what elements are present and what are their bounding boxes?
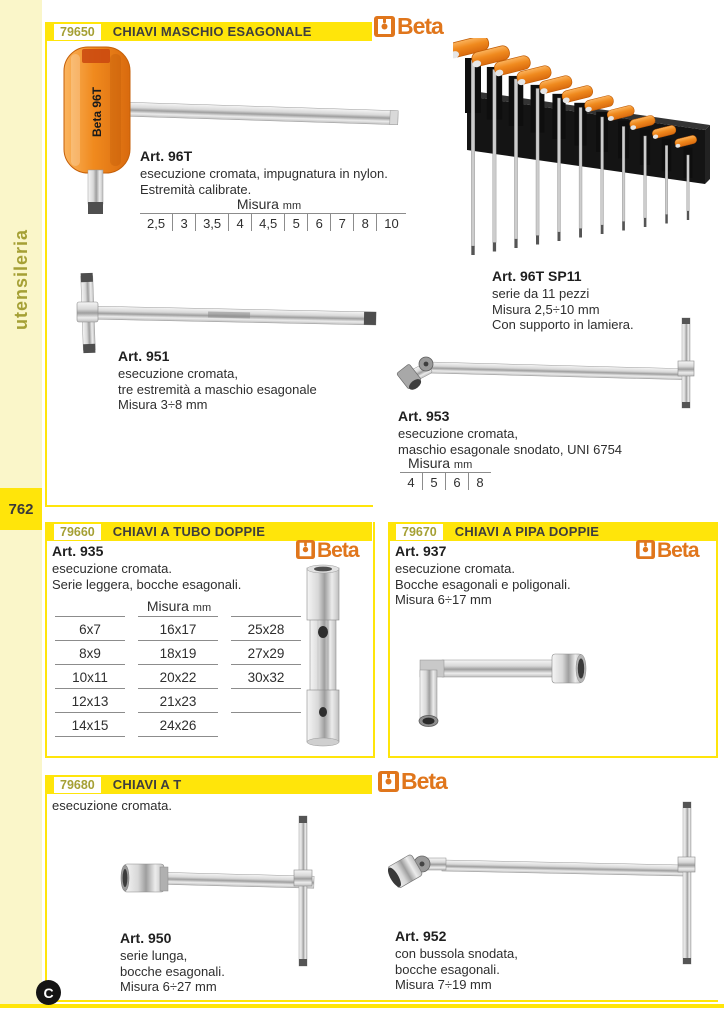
beta-logo — [296, 540, 359, 561]
size-cell: 14x15 — [55, 713, 125, 737]
product-935-name: Art. 935 — [52, 543, 104, 559]
section-79660-title: CHIAVI A TUBO DOPPIE — [112, 524, 266, 539]
section-79650-title: CHIAVI MASCHIO ESAGONALE — [112, 24, 312, 39]
product-image-96t-sp11 — [453, 38, 711, 266]
product-951-name: Art. 951 — [118, 348, 170, 364]
product-96t-sp11-name: Art. 96T SP11 — [492, 268, 582, 284]
section-79680-bottom-border — [45, 1000, 718, 1002]
size-table-96t — [140, 196, 398, 233]
beta-logo — [378, 768, 447, 794]
size-strip-953 — [400, 472, 491, 490]
size-cell: 16x17 — [138, 616, 218, 641]
section-79670-left-border — [388, 522, 390, 758]
section-79680-title: CHIAVI A T — [112, 777, 182, 792]
product-935-info: Art. 935 esecuzione cromata. Serie leggera, bocche esagonali. — [52, 543, 242, 592]
section-79650-left-border — [45, 22, 47, 507]
size-cell: 8 — [468, 473, 491, 490]
size-table-96t-header: Misura mm — [236, 196, 302, 212]
beta-mark-icon — [378, 771, 399, 792]
page-bottom-rule — [0, 1004, 724, 1008]
size-table-953-header: Misura mm — [408, 455, 473, 471]
size-cell: 8x9 — [55, 641, 125, 665]
size-cell: 10x11 — [55, 665, 125, 689]
size-cell: 10 — [376, 214, 405, 231]
section-79660-code: 79660 — [54, 524, 101, 540]
section-79680-left-border — [45, 775, 47, 1002]
size-table-953 — [400, 455, 491, 492]
size-cell: 21x23 — [138, 689, 218, 713]
size-strip-96t — [140, 213, 406, 231]
size-cell: 30x32 — [231, 665, 301, 689]
beta-wordmark: Beta — [397, 13, 443, 39]
section-79650-header — [46, 22, 372, 41]
product-951-info: Art. 951 esecuzione cromata, tre estremità a maschio esagonale Misura 3÷8 mm — [118, 348, 317, 412]
page-number-badge: 762 — [0, 488, 42, 530]
section-79660-bottom-border — [45, 756, 375, 758]
beta-wordmark: Beta — [657, 539, 699, 562]
section-79680-code: 79680 — [54, 777, 101, 793]
product-image-937 — [398, 632, 588, 737]
size-cell: 27x29 — [231, 641, 301, 665]
size-cell: 18x19 — [138, 641, 218, 665]
size-grid-935 — [55, 616, 303, 737]
section-79670-code: 79670 — [396, 524, 443, 540]
size-cell — [231, 689, 301, 713]
beta-wordmark: Beta — [317, 539, 359, 562]
product-image-935 — [297, 562, 349, 748]
section-79680-intro: esecuzione cromata. — [52, 798, 172, 813]
beta-wordmark: Beta — [401, 768, 447, 794]
beta-logo — [636, 540, 699, 561]
product-96t-name: Art. 96T — [140, 148, 193, 164]
size-cell: 4 — [407, 475, 415, 490]
size-cell: 20x22 — [138, 665, 218, 689]
section-79670-title: CHIAVI A PIPA DOPPIE — [454, 524, 600, 539]
size-cell: 12x13 — [55, 689, 125, 713]
product-937-info: Art. 937 esecuzione cromata. Bocche esagonali e poligonali. Misura 6÷17 mm — [395, 543, 571, 607]
size-cell: 3 — [172, 214, 195, 231]
product-953-info: Art. 953 esecuzione cromata, maschio esagonale snodato, UNI 6754 — [398, 408, 623, 457]
product-96t-info — [140, 148, 388, 197]
beta-logo — [374, 13, 443, 39]
section-79660-right-border — [373, 522, 375, 758]
size-cell: 4,5 — [251, 214, 284, 231]
size-cell: 7 — [330, 214, 353, 231]
product-96t-sp11-info: Art. 96T SP11 serie da 11 pezzi Misura 2,5÷10 mm Con supporto in lamiera. — [492, 268, 634, 332]
beta-mark-icon — [636, 540, 655, 559]
96t-handle-marking: Beta 96T — [90, 86, 104, 138]
product-952-name: Art. 952 — [395, 928, 447, 944]
product-953-name: Art. 953 — [398, 408, 450, 424]
size-cell: 8 — [353, 214, 376, 231]
size-cell: 4 — [228, 214, 251, 231]
beta-mark-icon — [374, 16, 395, 37]
section-79670-bottom-border — [388, 756, 718, 758]
size-cell: 5 — [284, 214, 307, 231]
product-96t-line2: Estremità calibrate. — [140, 181, 252, 197]
section-79680-header — [46, 775, 372, 794]
product-937-name: Art. 937 — [395, 543, 447, 559]
section-79650-bottom-border — [45, 505, 373, 507]
size-cell: 6 — [307, 214, 330, 231]
product-950-info: Art. 950 serie lunga, bocche esagonali. Misura 6÷27 mm — [120, 930, 225, 994]
publisher-c-logo: C — [36, 980, 61, 1005]
sidebar-category — [0, 190, 42, 370]
product-950-name: Art. 950 — [120, 930, 172, 946]
product-952-info: Art. 952 con bussola snodata, bocche esagonali. Misura 7÷19 mm — [395, 928, 518, 992]
size-table-935 — [55, 598, 303, 737]
section-79670-right-border — [716, 522, 718, 758]
sidebar-category-label: utensileria — [10, 229, 31, 331]
size-cell: 6 — [445, 473, 468, 490]
section-79660-left-border — [45, 522, 47, 758]
size-cell: 6x7 — [55, 616, 125, 641]
product-image-951 — [58, 270, 383, 355]
size-cell: 24x26 — [138, 713, 218, 737]
product-96t-line1: esecuzione cromata, impugnatura in nylon. — [140, 166, 388, 181]
beta-mark-icon — [296, 540, 315, 559]
section-79650-code: 79650 — [54, 24, 101, 40]
size-table-935-header: Misura mm — [146, 598, 212, 614]
size-cell — [231, 713, 301, 737]
size-cell: 2,5 — [147, 216, 166, 231]
size-cell: 3,5 — [195, 214, 228, 231]
size-cell: 25x28 — [231, 616, 301, 641]
size-cell: 5 — [422, 473, 445, 490]
